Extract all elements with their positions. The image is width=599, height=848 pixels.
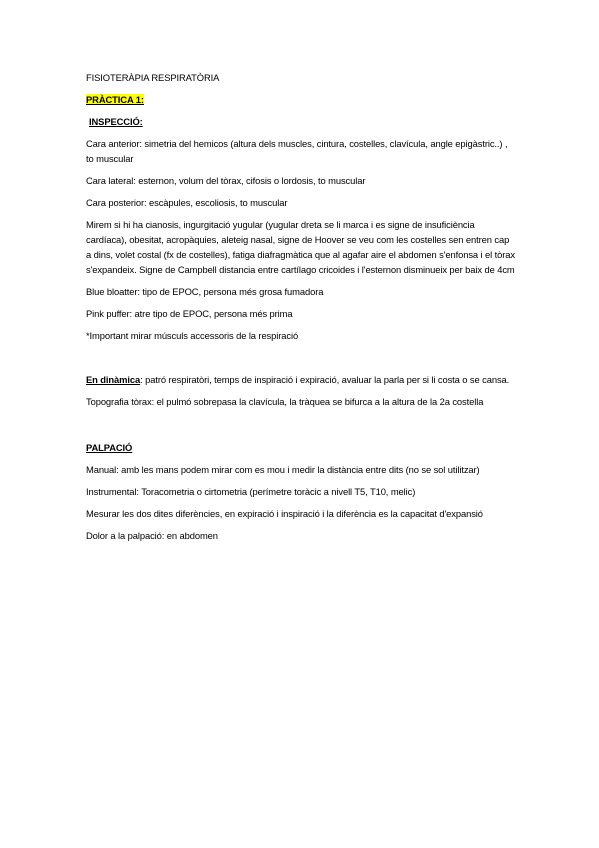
palpation-item-instrumental: Instrumental: Toracometria o cirtometria (perímetre toràcic a nivell T5, T10, melic) <box>86 486 416 497</box>
practice-label-line <box>86 92 516 107</box>
dynamic-paragraph <box>86 372 516 387</box>
inspection-item-posterior: Cara posterior: escàpules, escoliosis, to muscular <box>86 197 288 208</box>
dynamic-text: : patró respiratòri, temps de inspiració i expiració, avaluar la parla per si li costa o se cansa. <box>140 374 510 385</box>
palpation-item-manual: Manual: amb les mans podem mirar com es mou i medir la distància entre dits (no se sol utilitzar) <box>86 464 480 475</box>
inspection-heading-line <box>86 114 516 129</box>
inspection-item-lateral: Cara lateral: esternon, volum del tòrax, cifosis o lordosis, to muscular <box>86 175 366 186</box>
spacer <box>86 350 516 372</box>
spacer <box>86 416 516 440</box>
practice-label: PRÀCTICA 1: <box>86 94 144 105</box>
dynamic-label: En dinàmica <box>86 374 141 385</box>
inspection-item-note: *Important mirar músculs accessoris de la respiració <box>86 330 299 341</box>
palpation-heading-line <box>86 440 516 455</box>
palpation-heading: PALPACIÓ <box>86 442 133 453</box>
inspection-item-blue-bloater: Blue bloatter: tipo de EPOC, persona més grosa fumadora <box>86 286 324 297</box>
inspection-heading: INSPECCIÓ: <box>89 116 143 127</box>
document-title: FISIOTERÀPIA RESPIRATÒRIA <box>86 72 220 83</box>
document-body <box>86 70 516 550</box>
inspection-item-anterior: Cara anterior: simetria del hemicos (altura dels muscles, cintura, costelles, clavícula, angle epigàstric..) , to muscular <box>86 138 508 164</box>
topography-paragraph: Topografia tòrax: el pulmó sobrepasa la clavícula, la tràquea se bifurca a la altura de la 2a costella <box>86 396 484 407</box>
palpation-item-pain: Dolor a la palpació: en abdomen <box>86 530 218 541</box>
inspection-item-signs: Mirem si hi ha cianosis, ingurgitació yugular (yugular dreta se li marca i es signe de insuficiència cardíaca), obesitat, acropàquies, aleteig nasal, signe de Hoover se veu com les costelles sen entren cap a dins, volet costal (fx de costelles), fatiga diafragmàtica que al agafar aire el abdomen s'enfonsa i el tòrax s'expandeix. Signe de Campbell distancia entre cartílago cricoides i l'esternon disminueix per baix de 4cm <box>86 219 515 275</box>
inspection-item-pink-puffer: Pink puffer: atre tipo de EPOC, persona més prima <box>86 308 293 319</box>
palpation-item-measure: Mesurar les dos dites diferències, en expiració i inspiració i la diferència es la capacitat d'expansió <box>86 508 483 519</box>
